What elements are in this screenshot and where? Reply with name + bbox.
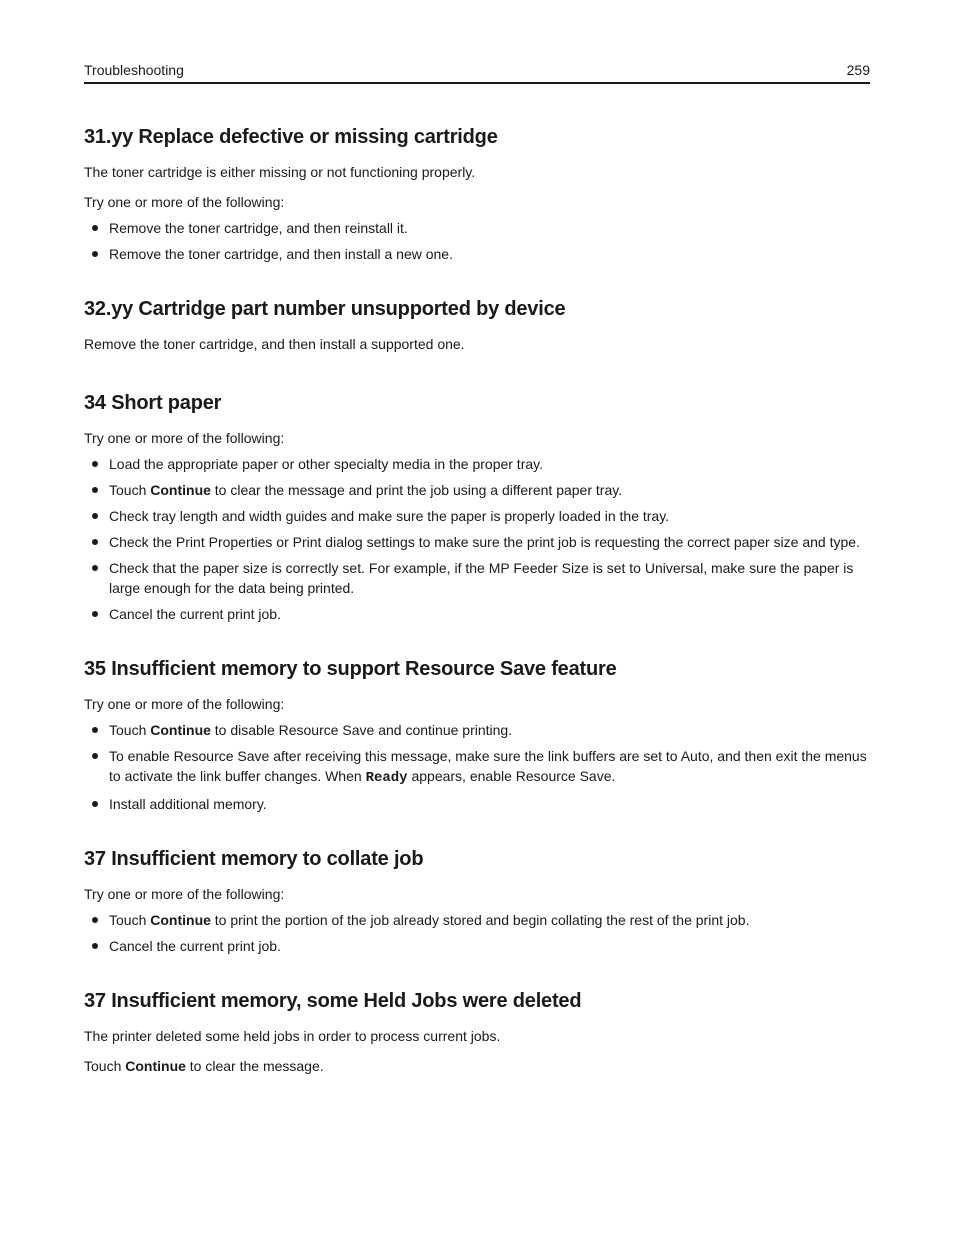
bullet-icon xyxy=(92,727,98,733)
bullet-icon xyxy=(92,539,98,545)
paragraph: The printer deleted some held jobs in order to process current jobs. xyxy=(84,1028,501,1044)
list-item: Remove the toner cartridge, and then reinstall it. xyxy=(84,218,870,238)
list-item: Remove the toner cartridge, and then install a new one. xyxy=(84,244,870,264)
paragraph: Touch Continue to clear the message. xyxy=(84,1058,324,1074)
status-ready: Ready xyxy=(365,770,408,786)
list-item: Load the appropriate paper or other specialty media in the proper tray. xyxy=(84,454,870,474)
list-item: Cancel the current print job. xyxy=(84,936,870,956)
bullet-icon xyxy=(92,611,98,617)
bullet-icon xyxy=(92,513,98,519)
section-34 xyxy=(84,390,870,624)
section-31yy xyxy=(84,124,870,264)
section-32yy xyxy=(84,296,870,354)
section-heading: 31.yy Replace defective or missing cartridge xyxy=(84,126,498,148)
bullet-icon xyxy=(92,225,98,231)
ui-term-continue: Continue xyxy=(125,1058,186,1074)
bullet-icon xyxy=(92,943,98,949)
ui-term-continue: Continue xyxy=(150,482,211,498)
bullet-icon xyxy=(92,917,98,923)
list-item: To enable Resource Save after receiving this message, make sure the link buffers are set to Auto, and then exit the menus to activate the link buffer changes. When Ready appears, enable Resource Save. xyxy=(84,746,870,788)
list-item: Check tray length and width guides and make sure the paper is properly loaded in the tray. xyxy=(84,506,870,526)
list-item: Touch Continue to clear the message and print the job using a different paper tray. xyxy=(84,480,870,500)
bullet-list xyxy=(84,720,870,814)
page-number: 259 xyxy=(846,62,870,78)
paragraph: Try one or more of the following: xyxy=(84,430,285,446)
section-37-held-jobs xyxy=(84,988,870,1076)
paragraph: Try one or more of the following: xyxy=(84,194,285,210)
paragraph: The toner cartridge is either missing or not functioning properly. xyxy=(84,164,476,180)
bullet-icon xyxy=(92,251,98,257)
list-item: Touch Continue to disable Resource Save and continue printing. xyxy=(84,720,870,740)
list-item: Touch Continue to print the portion of the job already stored and begin collating the rest of the print job. xyxy=(84,910,870,930)
bullet-list xyxy=(84,910,870,956)
running-header xyxy=(84,60,870,84)
bullet-list xyxy=(84,454,870,624)
paragraph: Try one or more of the following: xyxy=(84,886,285,902)
bullet-icon xyxy=(92,565,98,571)
list-item: Cancel the current print job. xyxy=(84,604,870,624)
section-37-collate xyxy=(84,846,870,956)
bullet-icon xyxy=(92,487,98,493)
ui-term-continue: Continue xyxy=(150,722,211,738)
page-content xyxy=(84,124,870,1086)
bullet-icon xyxy=(92,753,98,759)
list-item: Check the Print Properties or Print dialog settings to make sure the print job is requesting the correct paper size and type. xyxy=(84,532,870,552)
bullet-list xyxy=(84,218,870,264)
section-heading: 37 Insufficient memory to collate job xyxy=(84,848,424,870)
paragraph: Try one or more of the following: xyxy=(84,696,285,712)
section-heading: 34 Short paper xyxy=(84,392,222,414)
ui-term-continue: Continue xyxy=(150,912,211,928)
header-section-title: Troubleshooting xyxy=(84,62,184,78)
list-item: Check that the paper size is correctly set. For example, if the MP Feeder Size is set to Universal, make sure the paper is large enough for the data being printed. xyxy=(84,558,870,598)
section-35 xyxy=(84,656,870,814)
list-item: Install additional memory. xyxy=(84,794,870,814)
paragraph: Remove the toner cartridge, and then install a supported one. xyxy=(84,336,465,352)
bullet-icon xyxy=(92,801,98,807)
section-heading: 35 Insufficient memory to support Resource Save feature xyxy=(84,658,617,680)
section-heading: 37 Insufficient memory, some Held Jobs were deleted xyxy=(84,990,582,1012)
section-heading: 32.yy Cartridge part number unsupported by device xyxy=(84,298,566,320)
bullet-icon xyxy=(92,461,98,467)
